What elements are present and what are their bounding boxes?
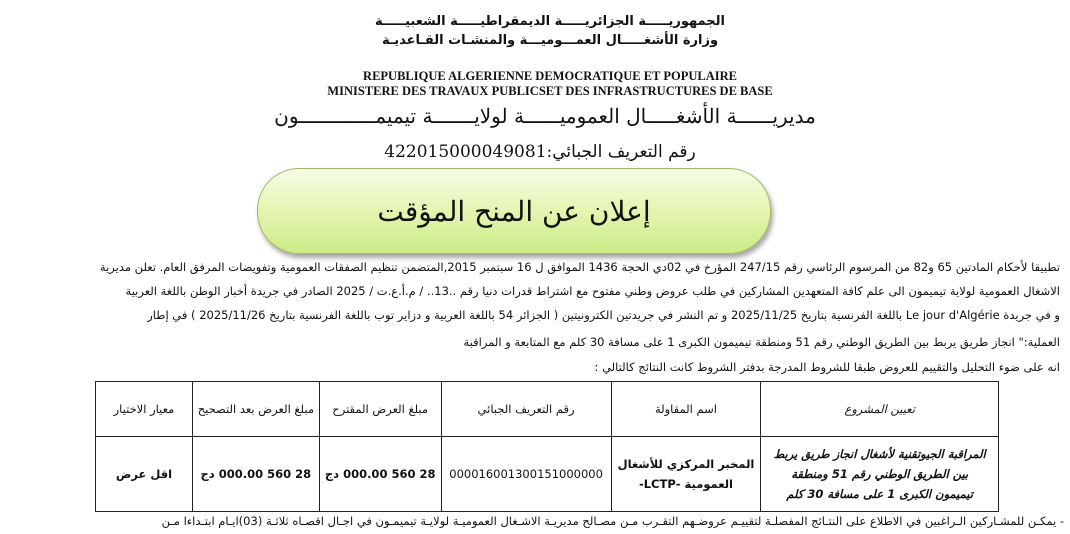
header-republic-ar: الجمهوريـــــة الجزائريـــــة الديمقراطيـــــة الشعبيـــــة: [374, 14, 725, 29]
col-header-project: تعيين المشروع: [761, 382, 999, 437]
results-table: [95, 381, 999, 512]
table-header-row: [96, 382, 999, 437]
body-line-2: الاشغال العمومية لولاية تيميمون الى علم كافة المتعهدين المشاركين في طلب عروض وطني مفتوح مع اشتراط قدرات دنيا رقم ..13.. / م.أ.ع.ت / 2025 الصادر في جريدة أخبار الوطن باللغة العربية: [125, 284, 1060, 298]
cell-company: المخبر المركزي للأشغال العمومية -LCTP-: [611, 437, 761, 512]
header-ministry-ar: وزارة الأشغـــــال العمـــوميـــة والمنشـات القـاعديـة: [381, 33, 719, 48]
nif-label: رقم التعريف الجبائي:: [546, 142, 696, 162]
table-row: [96, 437, 999, 512]
cell-corrected-amount: 28 560 000.00 دج: [192, 437, 319, 512]
announcement-banner: [257, 168, 771, 254]
col-header-offer-amount: مبلغ العرض المقترح: [319, 382, 441, 437]
col-header-corrected-amount: مبلغ العرض بعد التصحيح: [192, 382, 319, 437]
col-header-criterion: معيار الاختيار: [96, 382, 193, 437]
nif-line: [330, 142, 750, 162]
cell-project: المراقبة الجيوتقنية لأشغال انجاز طريق يربط بين الطريق الوطني رقم 51 ومنطقة تيميمون الكبرى 1 على مسافة 30 كلم: [761, 437, 999, 512]
header-republic-fr: REPUBLIQUE ALGERIENNE DEMOCRATIQUE ET POPULAIRE: [363, 69, 737, 83]
col-header-nif: رقم التعريف الجبائي: [441, 382, 611, 437]
footer-note: - يمكـن للمشـاركين الـراغبين في الاطلاع على النتـائج المفصلـة لتقييـم عروضـهم التقـرب مـن مصـالح مديريـة الاشـغال العموميـة لولايـة تيميمـون في اجـال اقصـاه ثلاثـة (03)ايـام ابتـداءا مـن: [161, 514, 1064, 528]
cell-criterion: اقل عرض: [96, 437, 193, 512]
header-ministry-fr: MINISTERE DES TRAVAUX PUBLICSET DES INFRASTRUCTURES DE BASE: [327, 84, 773, 98]
directorate-title: مديريــــــة الأشغـــــال العموميــــــة لولايـــــــة تيميمـــــــــــــون: [274, 104, 816, 128]
cell-nif: 000016001300151000000: [441, 437, 611, 512]
col-header-company: اسم المقاولة: [611, 382, 761, 437]
nif-value: 422015000049081: [384, 142, 547, 162]
body-line-3: و في جريدة Le jour d'Algérie باللغة الفرنسية بتاريخ 2025/11/25 و تم النشر في جريدتين الكترونيتين ( الجزائر 54 باللغة العربية و دزاير توب باللغة الفرنسية بتاريخ 2025/11/26 ) في إطار: [147, 308, 1060, 322]
announcement-title: إعلان عن المنح المؤقت: [377, 194, 651, 228]
cell-offer-amount: 28 560 000.00 دج: [319, 437, 441, 512]
body-line-1: تطبيقا لأحكام المادتين 65 و82 من المرسوم الرئاسي رقم 247/15 المؤرخ في 02دي الحجة 1436 الموافق ل 16 سبتمبر 2015,المتضمن تنظيم الصفقات العمومية وتفويضات المرفق العام. تعلن مديرية: [99, 260, 1060, 274]
body-line-5: انه على ضوء التحليل والتقييم للعروض طبقا للشروط المدرجة بدفتر الشروط كانت النتائج كالتالي :: [594, 360, 1060, 374]
body-line-4: العملية:" انجاز طريق يربط بين الطريق الوطني رقم 51 ومنطقة تيميمون الكبرى 1 على مسافة 30 كلم مع المتابعة و المراقبة: [463, 335, 1060, 349]
